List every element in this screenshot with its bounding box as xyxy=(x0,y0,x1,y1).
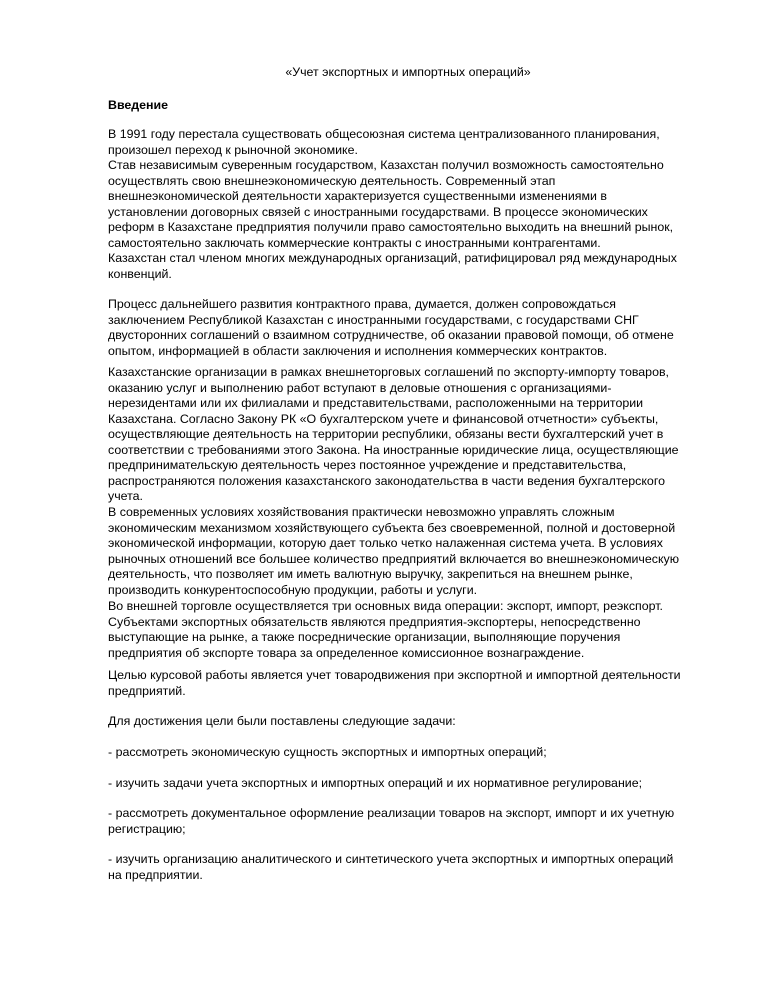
text-line: - рассмотреть экономическую сущность экспортных и импортных операций; xyxy=(108,745,547,759)
text-line: оказанию услуг и выполнению работ вступают в деловые отношения с организациями- xyxy=(108,380,612,395)
text-line: выступающие на рынке, а также посреднические организации, выполняющие поручения xyxy=(108,630,621,644)
text-line: нерезидентами или их филиалами и представительствами, расположенными на территории xyxy=(108,396,644,410)
text-line: экономическим механизмом хозяйствующего субъекта без своевременной, полной и достоверной xyxy=(108,520,676,535)
text-line: опытом, информацией в области заключения и исполнения коммерческих контрактов. xyxy=(108,343,608,358)
list-item xyxy=(108,852,708,883)
paragraph xyxy=(108,505,708,598)
list-item xyxy=(108,806,708,837)
text-line: деятельность, что позволяет им иметь валютную выручку, закрепиться на внешнем рынке, xyxy=(108,567,633,581)
text-line: двусторонних соглашений о взаимном сотрудничестве, об оказании правовой помощи, об отмене xyxy=(108,328,674,342)
text-line: осуществлять свою внешнеэкономическую деятельность. Современный этап xyxy=(108,173,556,188)
text-line: Целью курсовой работы является учет товародвижения при экспортной и импортной деятельности xyxy=(108,668,681,682)
text-line: Казахстанские организации в рамках внешнеторговых соглашений по экспорту-импорту товаров, xyxy=(108,365,669,379)
paragraph xyxy=(108,599,708,661)
text-line: заключением Республикой Казахстан с иностранными государствами, с государствами СНГ xyxy=(108,312,639,327)
paragraph xyxy=(108,251,708,282)
list-item xyxy=(108,776,708,792)
text-line: Казахстан стал членом многих международных организаций, ратифицировал ряд международных xyxy=(108,251,677,265)
text-line: Субъектами экспортных обязательств являются предприятия-экспортеры, непосредственно xyxy=(108,614,641,629)
paragraph xyxy=(108,668,708,699)
section-heading: Введение xyxy=(108,98,169,112)
text-line: регистрацию; xyxy=(108,821,186,836)
paragraph xyxy=(108,127,708,251)
text-line: Казахстана. Согласно Закону РК «О бухгалтерском учете и финансовой отчетности» субъекты, xyxy=(108,411,659,426)
text-line: самостоятельно заключать коммерческие контракты с иностранными контрагентами. xyxy=(108,235,601,250)
paragraph xyxy=(108,297,708,359)
text-line: произошел переход к рыночной экономике. xyxy=(108,142,358,157)
text-line: В современных условиях хозяйствования практически невозможно управлять сложным xyxy=(108,505,615,519)
text-line: осуществляющие деятельность на территории республики, обязаны вести бухгалтерский учет в xyxy=(108,427,664,441)
text-line: Став независимым суверенным государством, Казахстан получил возможность самостоятельно xyxy=(108,158,664,172)
text-line: соответствии с требованиями этого Закона. На иностранные юридические лица, осуществляющие xyxy=(108,442,679,457)
text-line: экономической информации, которую дает только четко налаженная система учета. В условиях xyxy=(108,536,663,550)
text-line: реформ в Казахстане предприятия получили право самостоятельно выходить на внешний рынок, xyxy=(108,220,674,234)
text-line: конвенций. xyxy=(108,266,172,281)
text-line: предприятия об экспорте товара за определенное комиссионное вознаграждение. xyxy=(108,645,585,660)
text-line: учета. xyxy=(108,489,143,503)
text-line: рыночных отношений все большее количество предприятий включается во внешнеэкономическую xyxy=(108,551,679,566)
text-line: предприятий. xyxy=(108,683,186,698)
text-line: установлении договорных связей с иностранными государствами. В процессе экономических xyxy=(108,204,648,219)
text-line: производить конкурентоспособную продукции, работы и услуги. xyxy=(108,582,478,597)
text-line: распространяются положения казахстанского законодательства в части ведения бухгалтерского xyxy=(108,473,665,488)
text-line: - изучить задачи учета экспортных и импортных операций и их нормативное регулирование; xyxy=(108,776,643,790)
text-line: Для достижения цели были поставлены следующие задачи: xyxy=(108,714,456,728)
text-line: Процесс дальнейшего развития контрактного права, думается, должен сопровождаться xyxy=(108,297,616,311)
paragraph xyxy=(108,714,708,730)
text-line: внешнеэкономической деятельности характеризуется существенными изменениями в xyxy=(108,189,607,203)
text-line: Во внешней торговле осуществляется три основных вида операции: экспорт, импорт, реэкспорт. xyxy=(108,599,664,613)
text-line: В 1991 году перестала существовать общесоюзная система централизованного планирования, xyxy=(108,127,660,141)
list-item xyxy=(108,745,708,761)
text-line: - изучить организацию аналитического и синтетического учета экспортных и импортных операций xyxy=(108,852,674,866)
text-line: предпринимательскую деятельность через постоянное учреждение и представительства, xyxy=(108,458,627,472)
document-title: «Учет экспортных и импортных операций» xyxy=(285,65,531,79)
text-line: - рассмотреть документальное оформление реализации товаров на экспорт, импорт и их учетную xyxy=(108,806,675,820)
paragraph xyxy=(108,365,708,505)
text-line: на предприятии. xyxy=(108,867,203,882)
